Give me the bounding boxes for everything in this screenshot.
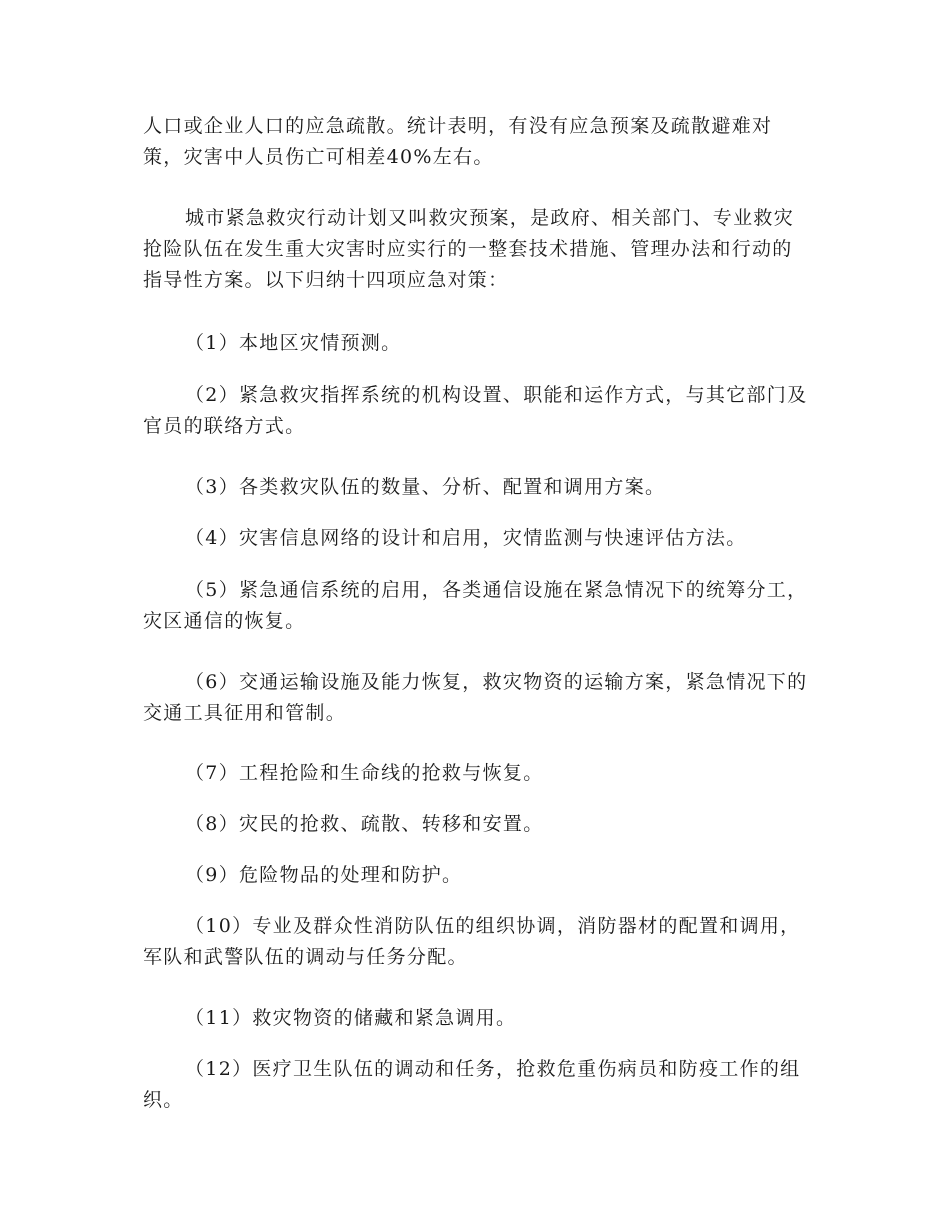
list-item-6: （6）交通运输设施及能力恢复，救灾物资的运输方案，紧急情况下的交通工具征用和管制。 xyxy=(143,671,808,724)
list-item-1: （1）本地区灾情预测。 xyxy=(185,332,402,354)
list-item-10: （10）专业及群众性消防队伍的组织协调，消防器材的配置和调用，军队和武警队伍的调动与任务分配。 xyxy=(143,915,801,968)
list-item-2: （2）紧急救灾指挥系统的机构设置、职能和运作方式，与其它部门及官员的联络方式。 xyxy=(143,384,808,437)
list-item-4: （4）灾害信息网络的设计和启用，灾情监测与快速评估方法。 xyxy=(185,527,747,549)
list-item-11: （11）救灾物资的储藏和紧急调用。 xyxy=(185,1007,517,1029)
list-item-8: （8）灾民的抢救、疏散、转移和安置。 xyxy=(185,813,544,835)
list-item-5: （5）紧急通信系统的启用，各类通信设施在紧急情况下的统筹分工，灾区通信的恢复。 xyxy=(143,579,808,632)
paragraph-evacuation-statistics: 人口或企业人口的应急疏散。统计表明，有没有应急预案及疏散避难对策，灾害中人员伤亡可相差40%左右。 xyxy=(143,115,773,168)
list-item-12: （12）医疗卫生队伍的调动和任务，抢救危重伤病员和防疫工作的组织。 xyxy=(143,1058,801,1111)
paragraph-emergency-plan-intro: 城市紧急救灾行动计划又叫救灾预案，是政府、相关部门、专业救灾抢险队伍在发生重大灾害时应实行的一整套技术措施、管理办法和行动的指导性方案。以下归纳十四项应急对策： xyxy=(143,207,795,291)
list-item-3: （3）各类救灾队伍的数量、分析、配置和调用方案。 xyxy=(185,476,666,498)
list-item-7: （7）工程抢险和生命线的抢救与恢复。 xyxy=(185,762,544,784)
list-item-9: （9）危险物品的处理和防护。 xyxy=(185,864,463,886)
